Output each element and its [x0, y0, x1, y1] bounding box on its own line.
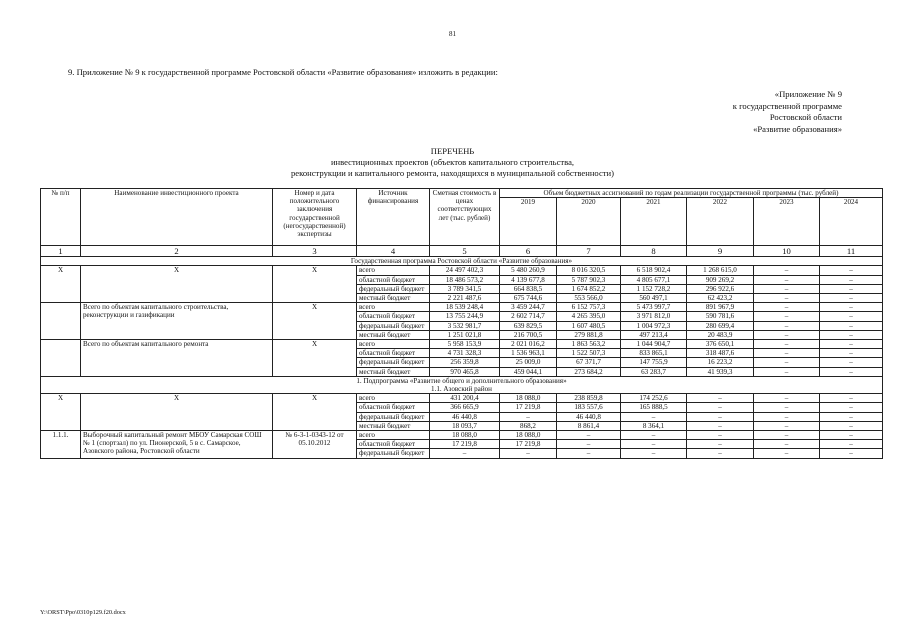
budget-year-value: –	[820, 303, 883, 312]
table-row	[41, 303, 883, 312]
budget-year-value: 1 522 507,3	[557, 349, 621, 358]
estimated-cost: 3 532 981,7	[430, 321, 500, 330]
estimated-cost: 18 093,7	[430, 421, 500, 430]
title-heading: ПЕРЕЧЕНЬ	[430, 146, 475, 156]
funding-source: федеральный бюджет	[357, 358, 430, 367]
budget-year-value: 18 088,0	[500, 431, 557, 440]
budget-year-value: 216 700,5	[500, 330, 557, 339]
header-num: № п/п	[41, 189, 81, 246]
budget-year-value: 590 781,6	[687, 312, 754, 321]
budget-year-value: –	[754, 312, 820, 321]
budget-year-value: –	[687, 440, 754, 449]
budget-year-value: –	[754, 294, 820, 303]
budget-year-value: 25 009,0	[500, 358, 557, 367]
table-row	[41, 394, 883, 403]
page-number: 81	[449, 30, 456, 38]
budget-year-value: 238 859,8	[557, 394, 621, 403]
header-year: 2024	[820, 198, 883, 246]
budget-year-value: –	[754, 349, 820, 358]
budget-year-value: 279 881,8	[557, 330, 621, 339]
appendix-line: Ростовской области	[769, 112, 842, 122]
table-row	[41, 340, 883, 349]
budget-year-value: –	[820, 449, 883, 458]
budget-year-value: –	[820, 367, 883, 376]
budget-year-value: 1 607 480,5	[557, 321, 621, 330]
budget-year-value: –	[820, 403, 883, 412]
budget-year-value: 280 699,4	[687, 321, 754, 330]
funding-source: всего	[357, 303, 430, 312]
budget-year-value: 560 497,1	[621, 294, 687, 303]
funding-source: областной бюджет	[357, 403, 430, 412]
column-number: 7	[557, 246, 621, 257]
estimated-cost: 5 958 153,9	[430, 340, 500, 349]
budget-year-value: 3 459 244,7	[500, 303, 557, 312]
budget-year-value: 174 252,6	[621, 394, 687, 403]
budget-year-value: 2 602 714,7	[500, 312, 557, 321]
estimated-cost: 18 539 248,4	[430, 303, 500, 312]
budget-year-value: –	[754, 403, 820, 412]
funding-source: всего	[357, 340, 430, 349]
budget-year-value: –	[820, 275, 883, 284]
column-numbers-row	[41, 246, 883, 257]
budget-year-value: –	[820, 349, 883, 358]
file-path-footer: Y:\ORST\Ppo\0310p129.f20.docx	[40, 609, 126, 616]
section-row	[41, 257, 883, 266]
budget-year-value: 1 004 972,3	[621, 321, 687, 330]
budget-year-value: 18 088,0	[500, 394, 557, 403]
budget-year-value: –	[820, 321, 883, 330]
funding-source: местный бюджет	[357, 421, 430, 430]
section-title	[41, 257, 883, 266]
project-name: X	[81, 266, 273, 303]
budget-year-value: –	[500, 449, 557, 458]
budget-year-value: –	[820, 394, 883, 403]
budget-year-value: –	[820, 330, 883, 339]
funding-source: областной бюджет	[357, 275, 430, 284]
expertise-reference: X	[273, 266, 357, 303]
funding-source: всего	[357, 431, 430, 440]
budget-year-value: –	[754, 412, 820, 421]
header-year: 2021	[621, 198, 687, 246]
budget-year-value: –	[754, 321, 820, 330]
section-row	[41, 376, 883, 393]
budget-year-value: –	[820, 266, 883, 275]
budget-year-value: –	[820, 440, 883, 449]
budget-year-value: –	[621, 412, 687, 421]
budget-year-value: 6 152 757,3	[557, 303, 621, 312]
column-number: 2	[81, 246, 273, 257]
column-number: 4	[357, 246, 430, 257]
estimated-cost: 13 755 244,9	[430, 312, 500, 321]
budget-year-value: 459 044,1	[500, 367, 557, 376]
project-name: X	[81, 394, 273, 431]
budget-year-value: 318 487,6	[687, 349, 754, 358]
appendix-line: к государственной программе	[732, 100, 842, 111]
budget-year-value: –	[687, 449, 754, 458]
project-number	[41, 303, 81, 340]
budget-year-value: 17 219,8	[500, 440, 557, 449]
budget-year-value: 833 865,1	[621, 349, 687, 358]
funding-source: федеральный бюджет	[357, 321, 430, 330]
budget-year-value: 4 139 677,8	[500, 275, 557, 284]
budget-year-value: –	[820, 294, 883, 303]
budget-year-value: 63 283,7	[621, 367, 687, 376]
table-row	[41, 266, 883, 275]
budget-year-value: –	[557, 449, 621, 458]
section-line: 1. Подпрограмма «Развитие общего и дополнительного образования»	[356, 376, 567, 385]
budget-year-value: 868,2	[500, 421, 557, 430]
budget-year-value: 5 480 260,9	[500, 266, 557, 275]
column-number: 1	[41, 246, 81, 257]
table-row	[41, 431, 883, 440]
budget-year-value: 1 044 904,7	[621, 340, 687, 349]
budget-year-value: –	[621, 440, 687, 449]
budget-year-value: 1 152 728,2	[621, 284, 687, 293]
budget-year-value: –	[687, 412, 754, 421]
budget-year-value: 553 566,0	[557, 294, 621, 303]
budget-year-value: –	[754, 275, 820, 284]
header-year: 2022	[687, 198, 754, 246]
estimated-cost: 970 465,8	[430, 367, 500, 376]
intro-text: 9. Приложение № 9 к государственной программе Ростовской области «Развитие образования» изложить в редакции:	[68, 67, 498, 77]
budget-year-value: 8 861,4	[557, 421, 621, 430]
budget-year-value: –	[820, 412, 883, 421]
budget-year-value: 4 805 677,1	[621, 275, 687, 284]
budget-year-value: 497 213,4	[621, 330, 687, 339]
column-number: 6	[500, 246, 557, 257]
funding-source: всего	[357, 394, 430, 403]
estimated-cost: 256 359,8	[430, 358, 500, 367]
budget-year-value: 909 269,2	[687, 275, 754, 284]
budget-year-value: –	[500, 412, 557, 421]
estimated-cost: 431 200,4	[430, 394, 500, 403]
budget-year-value: –	[754, 421, 820, 430]
project-number: X	[41, 266, 81, 303]
estimated-cost: 46 440,8	[430, 412, 500, 421]
budget-year-value: 376 650,1	[687, 340, 754, 349]
budget-year-value: –	[557, 431, 621, 440]
budget-year-value: 1 268 615,0	[687, 266, 754, 275]
column-number: 8	[621, 246, 687, 257]
budget-year-value: 2 021 016,2	[500, 340, 557, 349]
title-line: реконструкции и капитального ремонта, находящихся в муниципальной собственности)	[291, 168, 614, 178]
budget-year-value: 3 971 812,0	[621, 312, 687, 321]
budget-year-value: 8 016 320,5	[557, 266, 621, 275]
budget-year-value: –	[687, 431, 754, 440]
budget-year-value: 4 265 395,0	[557, 312, 621, 321]
estimated-cost: 18 088,0	[430, 431, 500, 440]
funding-source: федеральный бюджет	[357, 284, 430, 293]
appendix-line: «Развитие образования»	[753, 123, 842, 134]
budget-year-value: 62 423,2	[687, 294, 754, 303]
budget-year-value: 8 364,1	[621, 421, 687, 430]
estimated-cost: 3 789 341,5	[430, 284, 500, 293]
expertise-reference: № 6-3-1-0343-12 от 05.10.2012	[273, 431, 357, 459]
project-number: X	[41, 394, 81, 431]
funding-source: областной бюджет	[357, 440, 430, 449]
header-volume: Объем бюджетных ассигнований по годам реализации государственной программы (тыс. рублей)	[500, 189, 883, 198]
header-year: 2020	[557, 198, 621, 246]
column-number: 5	[430, 246, 500, 257]
expertise-reference: X	[273, 340, 357, 377]
table-body	[41, 257, 883, 458]
budget-year-value: 183 557,6	[557, 403, 621, 412]
estimated-cost: 4 731 328,3	[430, 349, 500, 358]
expertise-reference: X	[273, 394, 357, 431]
budget-year-value: 273 684,2	[557, 367, 621, 376]
budget-year-value: 664 838,5	[500, 284, 557, 293]
budget-year-value: –	[754, 431, 820, 440]
project-number	[41, 340, 81, 377]
budget-year-value: –	[820, 421, 883, 430]
project-number: 1.1.1.	[41, 431, 81, 459]
budget-year-value: 5 787 902,3	[557, 275, 621, 284]
funding-source: местный бюджет	[357, 330, 430, 339]
budget-year-value: –	[820, 358, 883, 367]
budget-year-value: –	[754, 367, 820, 376]
budget-year-value: –	[621, 431, 687, 440]
header-source: Источник финансирования	[357, 189, 430, 246]
header-year: 2019	[500, 198, 557, 246]
budget-year-value: 5 473 997,7	[621, 303, 687, 312]
estimated-cost: 2 221 487,6	[430, 294, 500, 303]
estimated-cost: 18 486 573,2	[430, 275, 500, 284]
header-year: 2023	[754, 198, 820, 246]
budget-year-value: 16 223,2	[687, 358, 754, 367]
budget-year-value: 46 440,8	[557, 412, 621, 421]
title-line: инвестиционных проектов (объектов капитального строительства,	[330, 157, 575, 167]
header-name: Наименование инвестиционного проекта	[81, 189, 273, 246]
budget-year-value: –	[754, 266, 820, 275]
header-row	[41, 189, 883, 198]
funding-source: федеральный бюджет	[357, 412, 430, 421]
budget-year-value: 639 829,5	[500, 321, 557, 330]
appendix-header	[700, 89, 842, 135]
column-number: 9	[687, 246, 754, 257]
estimated-cost: 1 251 021,8	[430, 330, 500, 339]
budget-year-value: –	[621, 449, 687, 458]
expertise-reference: X	[273, 303, 357, 340]
budget-year-value: 1 536 963,1	[500, 349, 557, 358]
header-cost: Сметная стоимость в ценах соответствующих лет (тыс. рублей)	[430, 189, 500, 246]
column-number: 3	[273, 246, 357, 257]
budget-year-value: 20 483,9	[687, 330, 754, 339]
section-title	[41, 376, 883, 393]
budget-year-value: –	[754, 440, 820, 449]
budget-year-value: –	[820, 284, 883, 293]
estimated-cost: 366 665,9	[430, 403, 500, 412]
budget-year-value: –	[754, 394, 820, 403]
budget-year-value: –	[754, 284, 820, 293]
header-expertise: Номер и дата положительного заключения государственной (негосударственной) экспертизы	[273, 189, 357, 246]
estimated-cost: 17 219,8	[430, 440, 500, 449]
budget-year-value: –	[820, 340, 883, 349]
budget-year-value: –	[754, 358, 820, 367]
budget-year-value: 17 219,8	[500, 403, 557, 412]
budget-year-value: 296 922,6	[687, 284, 754, 293]
investment-projects-table	[40, 188, 883, 459]
funding-source: всего	[357, 266, 430, 275]
budget-year-value: 67 371,7	[557, 358, 621, 367]
budget-year-value: 1 863 563,2	[557, 340, 621, 349]
budget-year-value: –	[754, 340, 820, 349]
budget-year-value: –	[754, 330, 820, 339]
project-name: Выборочный капитальный ремонт МБОУ Самарская СОШ № 1 (спортзал) по ул. Пионерской, 5 в с. Самарское, Азовского района, Ростовской области	[81, 431, 273, 459]
section-line: 1.1. Азовский район	[431, 385, 492, 394]
estimated-cost: –	[430, 449, 500, 458]
budget-year-value: –	[820, 431, 883, 440]
funding-source: местный бюджет	[357, 294, 430, 303]
budget-year-value: 6 518 902,4	[621, 266, 687, 275]
budget-year-value: 891 967,9	[687, 303, 754, 312]
budget-year-value: 165 888,5	[621, 403, 687, 412]
budget-year-value: –	[820, 312, 883, 321]
estimated-cost: 24 497 402,3	[430, 266, 500, 275]
column-number: 10	[754, 246, 820, 257]
budget-year-value: –	[754, 303, 820, 312]
budget-year-value: –	[687, 403, 754, 412]
budget-year-value: –	[754, 449, 820, 458]
budget-year-value: –	[557, 440, 621, 449]
project-name: Всего по объектам капитального строительства, реконструкции и газификации	[81, 303, 273, 340]
budget-year-value: –	[687, 394, 754, 403]
appendix-line: «Приложение № 9	[774, 89, 842, 99]
budget-year-value: 41 939,3	[687, 367, 754, 376]
funding-source: местный бюджет	[357, 367, 430, 376]
budget-year-value: 1 674 852,2	[557, 284, 621, 293]
column-number: 11	[820, 246, 883, 257]
funding-source: областной бюджет	[357, 349, 430, 358]
section-line: Государственная программа Ростовской области «Развитие образования»	[350, 257, 573, 266]
budget-year-value: 147 755,9	[621, 358, 687, 367]
project-name: Всего по объектам капитального ремонта	[81, 340, 273, 377]
budget-year-value: 675 744,6	[500, 294, 557, 303]
budget-year-value: –	[687, 421, 754, 430]
funding-source: областной бюджет	[357, 312, 430, 321]
funding-source: федеральный бюджет	[357, 449, 430, 458]
document-title	[0, 146, 905, 179]
